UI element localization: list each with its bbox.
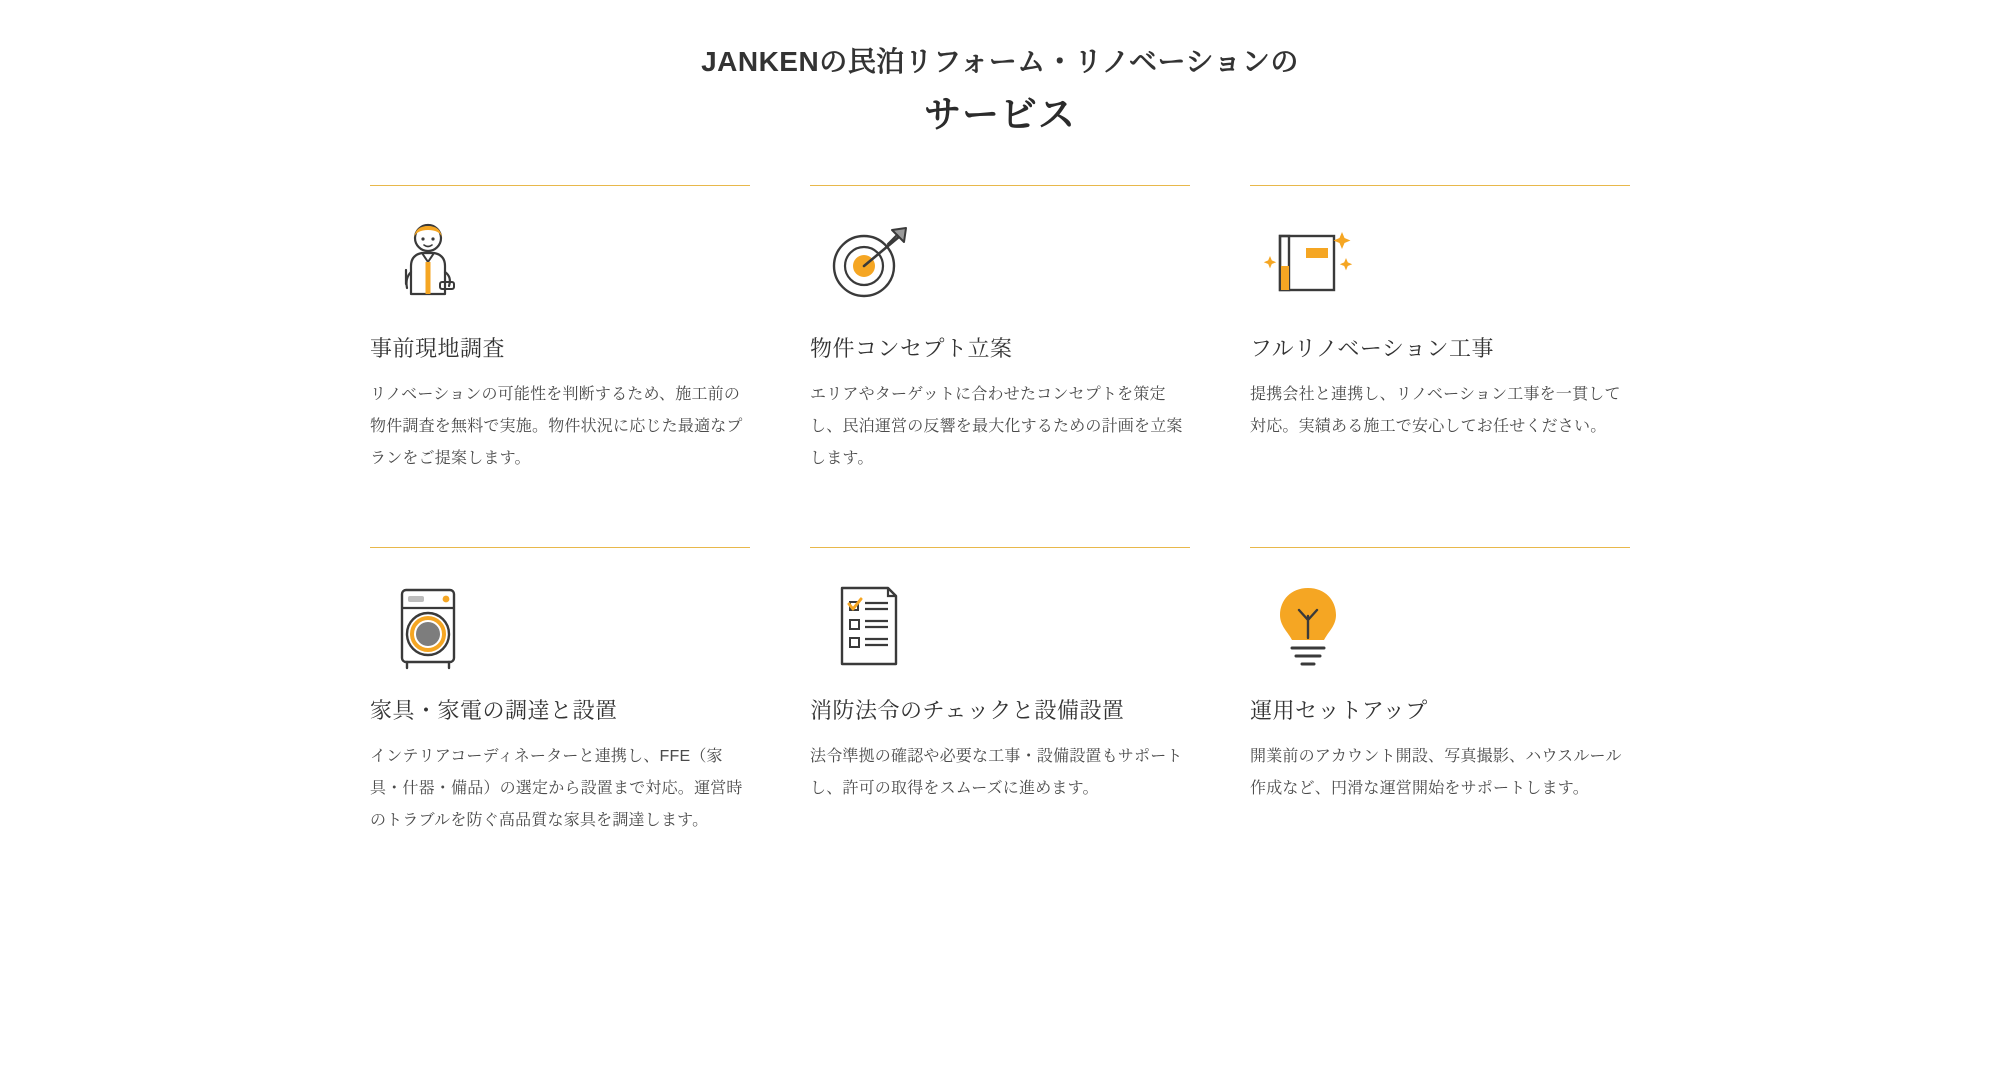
card-body: リノベーションの可能性を判断するため、施工前の物件調査を無料で実施。物件状況に応じた最適なプランをご提案します。 [370, 385, 743, 467]
target-dart-icon [810, 212, 1190, 316]
heading-line-1: JANKENの民泊リフォーム・リノベーションの [701, 46, 1299, 77]
lightbulb-icon [1250, 574, 1630, 678]
renovated-room-icon [1250, 212, 1630, 316]
washing-machine-icon [370, 574, 750, 678]
service-card [370, 547, 750, 837]
card-body: インテリアコーディネーターと連携し、FFE（家具・什器・備品）の選定から設置まで対応。運営時のトラブルを防ぐ高品質な家具を調達します。 [370, 747, 743, 829]
card-title: 運用セットアップ [1250, 697, 1428, 723]
card-divider [370, 547, 750, 548]
card-body: 開業前のアカウント開設、写真撮影、ハウスルール作成など、円滑な運営開始をサポートします。 [1250, 747, 1622, 797]
service-card [810, 547, 1190, 837]
card-divider [1250, 185, 1630, 186]
card-body: 法令準拠の確認や必要な工事・設備設置もサポートし、許可の取得をスムーズに進めます。 [810, 747, 1183, 797]
checklist-clipboard-icon [810, 574, 1190, 678]
card-divider [1250, 547, 1630, 548]
inspector-person-icon [370, 212, 750, 316]
card-title: 家具・家電の調達と設置 [370, 697, 618, 723]
card-divider [810, 185, 1190, 186]
page-title [0, 0, 2000, 143]
card-title: フルリノベーション工事 [1250, 335, 1494, 361]
service-card [810, 185, 1190, 475]
heading-line-2: サービス [924, 94, 1076, 136]
card-body: 提携会社と連携し、リノベーション工事を一貫して対応。実績ある施工で安心してお任せください。 [1250, 385, 1621, 435]
card-divider [370, 185, 750, 186]
card-divider [810, 547, 1190, 548]
card-title: 消防法令のチェックと設備設置 [810, 697, 1125, 723]
card-title: 事前現地調査 [370, 335, 506, 361]
card-body: エリアやターゲットに合わせたコンセプトを策定し、民泊運営の反響を最大化するための計画を立案します。 [810, 385, 1183, 467]
service-card [1250, 185, 1630, 475]
service-card [1250, 547, 1630, 837]
card-title: 物件コンセプト立案 [810, 335, 1013, 361]
service-card [370, 185, 750, 475]
services-grid [370, 185, 1630, 837]
